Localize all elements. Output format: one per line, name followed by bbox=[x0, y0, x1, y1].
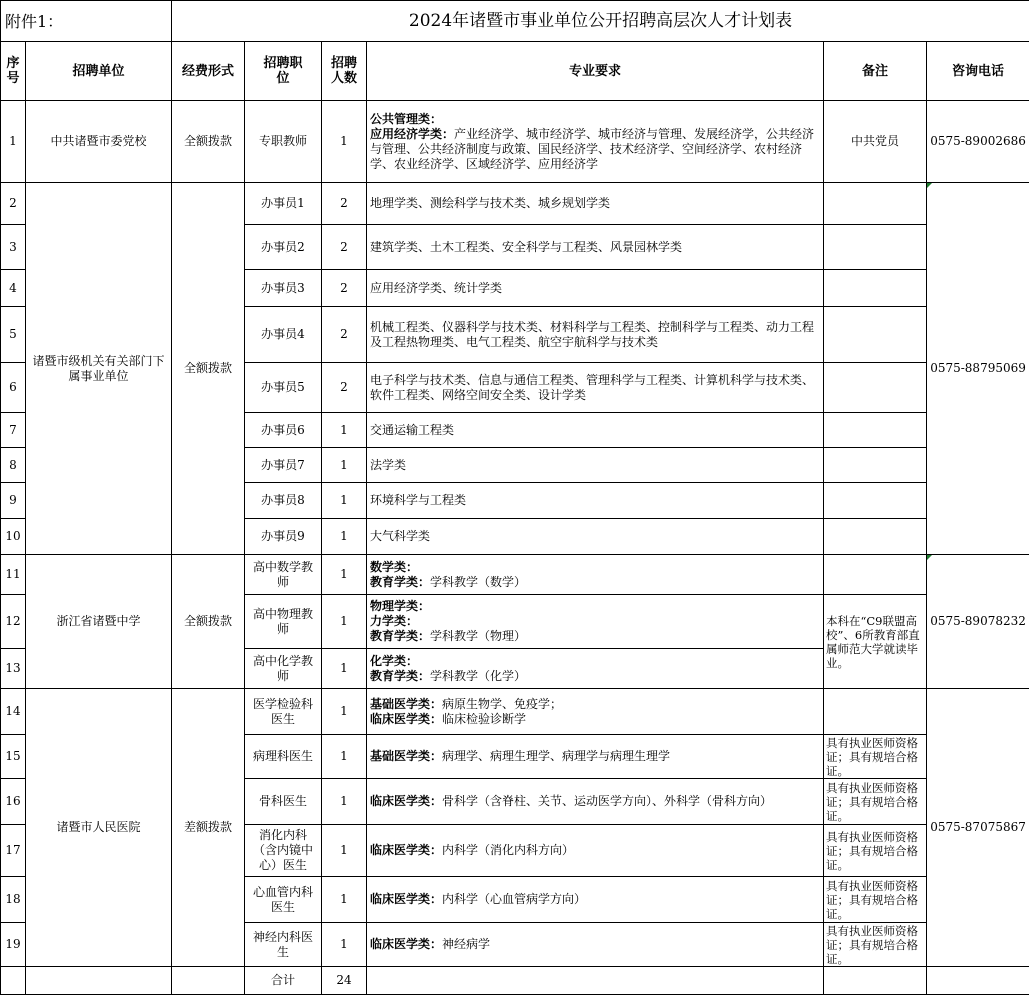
major-requirement bbox=[367, 595, 824, 649]
major-detail: 机械工程类、仪器科学与技术类、材料科学与工程类、控制科学与工程类、动力工程及工程热物理类、电气工程类、航空宇航科学与技术类 bbox=[370, 319, 815, 349]
major-category: 化学类： bbox=[370, 653, 419, 668]
major-category: 应用经济学类： bbox=[370, 126, 455, 141]
empty-cell bbox=[1, 967, 26, 995]
major-line bbox=[370, 575, 820, 590]
major-requirement bbox=[367, 779, 824, 825]
empty-cell bbox=[824, 967, 927, 995]
position-name: 神经内科医生 bbox=[245, 923, 322, 967]
row-seq: 10 bbox=[1, 519, 26, 555]
major-detail: 环境科学与工程类 bbox=[370, 493, 467, 507]
major-detail: 学科教学（化学） bbox=[430, 668, 527, 683]
header-phone: 咨询电话 bbox=[927, 42, 1029, 101]
empty-cell bbox=[26, 967, 172, 995]
major-line bbox=[370, 373, 820, 403]
major-category: 物理学类： bbox=[370, 599, 431, 613]
major-line bbox=[370, 712, 820, 727]
note-cell bbox=[824, 225, 927, 270]
header-funding: 经费形式 bbox=[172, 42, 245, 101]
note-cell bbox=[824, 555, 927, 595]
major-requirement bbox=[367, 877, 824, 923]
major-line bbox=[370, 320, 820, 350]
hire-count: 1 bbox=[322, 689, 367, 735]
note-cell bbox=[824, 270, 927, 307]
header-major: 专业要求 bbox=[367, 42, 824, 101]
row-seq: 13 bbox=[1, 649, 26, 689]
header-count: 招聘人数 bbox=[322, 42, 367, 101]
major-detail: 交通运输工程类 bbox=[370, 422, 455, 437]
major-line bbox=[370, 629, 820, 644]
major-line bbox=[370, 843, 820, 858]
note-cell bbox=[824, 448, 927, 483]
header-position: 招聘职位 bbox=[245, 42, 322, 101]
row-seq: 8 bbox=[1, 448, 26, 483]
major-category: 公共管理类： bbox=[370, 111, 443, 126]
major-requirement bbox=[367, 270, 824, 307]
major-category: 教育学类： bbox=[370, 668, 431, 683]
row-seq: 6 bbox=[1, 363, 26, 413]
major-category: 临床医学类： bbox=[370, 892, 443, 906]
major-category: 临床医学类： bbox=[370, 843, 443, 857]
table-row bbox=[1, 101, 1029, 183]
major-category: 基础医学类： bbox=[370, 696, 443, 711]
header-seq: 序号 bbox=[1, 42, 26, 101]
major-requirement bbox=[367, 225, 824, 270]
hire-count: 1 bbox=[322, 448, 367, 483]
major-detail: 地理学类、测绘科学与技术类、城乡规划学类 bbox=[370, 196, 611, 210]
major-requirement bbox=[367, 183, 824, 225]
position-name: 办事员5 bbox=[245, 363, 322, 413]
major-requirement bbox=[367, 363, 824, 413]
phone-number: 0575-88795069 bbox=[927, 183, 1029, 555]
major-detail: 大气科学类 bbox=[370, 529, 431, 543]
row-seq: 15 bbox=[1, 735, 26, 779]
hire-count: 2 bbox=[322, 225, 367, 270]
row-seq: 16 bbox=[1, 779, 26, 825]
position-name: 办事员6 bbox=[245, 413, 322, 448]
table-row bbox=[1, 183, 1029, 225]
major-requirement bbox=[367, 448, 824, 483]
position-name: 高中物理教师 bbox=[245, 595, 322, 649]
major-category: 教育学类： bbox=[370, 574, 431, 589]
position-name: 高中数学教师 bbox=[245, 555, 322, 595]
major-line bbox=[370, 493, 820, 508]
page-title: 2024年诸暨市事业单位公开招聘高层次人才计划表 bbox=[172, 1, 1029, 42]
major-detail: 法学类 bbox=[370, 457, 407, 472]
major-category: 临床医学类： bbox=[370, 937, 443, 951]
position-name: 消化内科（含内镜中心）医生 bbox=[245, 825, 322, 877]
major-detail: 临床检验诊断学 bbox=[442, 711, 527, 726]
major-detail: 骨科学（含脊柱、关节、运动医学方向）、外科学（骨科方向） bbox=[442, 794, 773, 808]
hire-count: 2 bbox=[322, 307, 367, 363]
major-category: 力学类： bbox=[370, 614, 419, 628]
row-seq: 2 bbox=[1, 183, 26, 225]
row-seq: 18 bbox=[1, 877, 26, 923]
hire-count: 1 bbox=[322, 735, 367, 779]
hire-count: 1 bbox=[322, 825, 367, 877]
position-name: 办事员9 bbox=[245, 519, 322, 555]
major-line bbox=[370, 240, 820, 255]
major-line bbox=[370, 196, 820, 211]
position-name: 办事员1 bbox=[245, 183, 322, 225]
major-detail: 学科教学（物理） bbox=[430, 629, 527, 643]
funding-type: 全额拨款 bbox=[172, 183, 245, 555]
major-detail: 病原生物学、免疫学； bbox=[442, 696, 563, 711]
major-detail: 电子科学与技术类、信息与通信工程类、管理科学与工程类、计算机科学与技术类、软件工程类、网络空间安全类、设计学类 bbox=[370, 372, 815, 402]
row-seq: 1 bbox=[1, 101, 26, 183]
position-name: 办事员4 bbox=[245, 307, 322, 363]
hire-count: 1 bbox=[322, 413, 367, 448]
major-detail: 建筑学类、土木工程类、安全科学与工程类、风景园林学类 bbox=[370, 239, 683, 254]
position-name: 心血管内科医生 bbox=[245, 877, 322, 923]
major-line bbox=[370, 127, 820, 172]
major-detail: 应用经济学类、统计学类 bbox=[370, 280, 503, 295]
major-requirement bbox=[367, 825, 824, 877]
major-line bbox=[370, 599, 820, 614]
hire-count: 1 bbox=[322, 595, 367, 649]
major-detail: 学科教学（数学） bbox=[430, 574, 527, 589]
major-line bbox=[370, 614, 820, 629]
row-seq: 9 bbox=[1, 483, 26, 519]
major-requirement bbox=[367, 483, 824, 519]
total-label: 合计 bbox=[245, 967, 322, 995]
position-name: 骨科医生 bbox=[245, 779, 322, 825]
note-cell bbox=[824, 519, 927, 555]
position-name: 专职教师 bbox=[245, 101, 322, 183]
note-cell bbox=[824, 413, 927, 448]
major-line bbox=[370, 112, 820, 127]
major-line bbox=[370, 654, 820, 669]
hire-count: 1 bbox=[322, 779, 367, 825]
funding-type: 全额拨款 bbox=[172, 555, 245, 689]
major-detail: 病理学、病理生理学、病理学与病理生理学 bbox=[442, 749, 671, 763]
attachment-label: 附件1： bbox=[1, 1, 172, 42]
total-row bbox=[1, 967, 1029, 995]
row-seq: 11 bbox=[1, 555, 26, 595]
major-line bbox=[370, 937, 820, 952]
empty-cell bbox=[172, 967, 245, 995]
row-seq: 14 bbox=[1, 689, 26, 735]
empty-cell bbox=[927, 967, 1029, 995]
major-line bbox=[370, 794, 820, 809]
unit-name: 中共诸暨市委党校 bbox=[26, 101, 172, 183]
note-cell: 具有执业医师资格证；具有规培合格证。 bbox=[824, 779, 927, 825]
row-seq: 7 bbox=[1, 413, 26, 448]
major-line bbox=[370, 697, 820, 712]
note-cell: 具有执业医师资格证；具有规培合格证。 bbox=[824, 877, 927, 923]
header-unit: 招聘单位 bbox=[26, 42, 172, 101]
note-cell bbox=[824, 483, 927, 519]
major-line bbox=[370, 749, 820, 764]
hire-count: 2 bbox=[322, 183, 367, 225]
note-cell bbox=[824, 183, 927, 225]
note-cell bbox=[824, 363, 927, 413]
row-seq: 4 bbox=[1, 270, 26, 307]
major-requirement bbox=[367, 519, 824, 555]
major-requirement bbox=[367, 413, 824, 448]
major-category: 基础医学类： bbox=[370, 749, 443, 763]
major-requirement bbox=[367, 735, 824, 779]
major-line bbox=[370, 529, 820, 544]
unit-name: 诸暨市级机关有关部门下属事业单位 bbox=[26, 183, 172, 555]
funding-type: 差额拨款 bbox=[172, 689, 245, 967]
note-cell: 具有执业医师资格证；具有规培合格证。 bbox=[824, 735, 927, 779]
position-name: 医学检验科医生 bbox=[245, 689, 322, 735]
major-detail: 产业经济学、城市经济学、城市经济与管理、发展经济学，公共经济与管理、公共经济制度与政策、国民经济学、技术经济学、空间经济学、农村经济学、农业经济学、区域经济学、应用经济学 bbox=[370, 126, 815, 171]
hire-count: 1 bbox=[322, 519, 367, 555]
total-count: 24 bbox=[322, 967, 367, 995]
major-detail: 内科学（心血管病学方向） bbox=[442, 892, 587, 906]
position-name: 办事员2 bbox=[245, 225, 322, 270]
hire-count: 2 bbox=[322, 270, 367, 307]
funding-type: 全额拨款 bbox=[172, 101, 245, 183]
row-seq: 12 bbox=[1, 595, 26, 649]
note-cell bbox=[824, 307, 927, 363]
note-cell: 具有执业医师资格证；具有规培合格证。 bbox=[824, 825, 927, 877]
major-line bbox=[370, 669, 820, 684]
phone-number: 0575-87075867 bbox=[927, 689, 1029, 967]
major-line bbox=[370, 423, 820, 438]
major-category: 教育学类： bbox=[370, 629, 431, 643]
row-seq: 17 bbox=[1, 825, 26, 877]
major-category: 临床医学类： bbox=[370, 794, 443, 808]
row-seq: 5 bbox=[1, 307, 26, 363]
major-line bbox=[370, 458, 820, 473]
hire-count: 1 bbox=[322, 555, 367, 595]
empty-cell bbox=[367, 967, 824, 995]
position-name: 高中化学教师 bbox=[245, 649, 322, 689]
major-requirement bbox=[367, 923, 824, 967]
position-name: 办事员7 bbox=[245, 448, 322, 483]
position-name: 病理科医生 bbox=[245, 735, 322, 779]
major-requirement bbox=[367, 307, 824, 363]
phone-number: 0575-89078232 bbox=[927, 555, 1029, 689]
unit-name: 浙江省诸暨中学 bbox=[26, 555, 172, 689]
header-note: 备注 bbox=[824, 42, 927, 101]
phone-number: 0575-89002686 bbox=[927, 101, 1029, 183]
major-category: 数学类： bbox=[370, 559, 419, 574]
major-requirement bbox=[367, 555, 824, 595]
position-name: 办事员3 bbox=[245, 270, 322, 307]
table-row bbox=[1, 555, 1029, 595]
major-line bbox=[370, 892, 820, 907]
major-line bbox=[370, 281, 820, 296]
table-row bbox=[1, 689, 1029, 735]
hire-count: 2 bbox=[322, 363, 367, 413]
hire-count: 1 bbox=[322, 649, 367, 689]
hire-count: 1 bbox=[322, 483, 367, 519]
unit-name: 诸暨市人民医院 bbox=[26, 689, 172, 967]
note-cell: 本科在“C9联盟高校”、6所教育部直属师范大学就读毕业。 bbox=[824, 595, 927, 689]
major-requirement bbox=[367, 101, 824, 183]
major-requirement bbox=[367, 649, 824, 689]
major-line bbox=[370, 560, 820, 575]
hire-count: 1 bbox=[322, 101, 367, 183]
note-cell: 具有执业医师资格证；具有规培合格证。 bbox=[824, 923, 927, 967]
row-seq: 3 bbox=[1, 225, 26, 270]
row-seq: 19 bbox=[1, 923, 26, 967]
major-detail: 内科学（消化内科方向） bbox=[442, 843, 575, 857]
major-detail: 神经病学 bbox=[442, 937, 491, 951]
hire-count: 1 bbox=[322, 923, 367, 967]
major-requirement bbox=[367, 689, 824, 735]
note-cell bbox=[824, 689, 927, 735]
note-cell: 中共党员 bbox=[824, 101, 927, 183]
major-category: 临床医学类： bbox=[370, 711, 443, 726]
position-name: 办事员8 bbox=[245, 483, 322, 519]
hire-count: 1 bbox=[322, 877, 367, 923]
